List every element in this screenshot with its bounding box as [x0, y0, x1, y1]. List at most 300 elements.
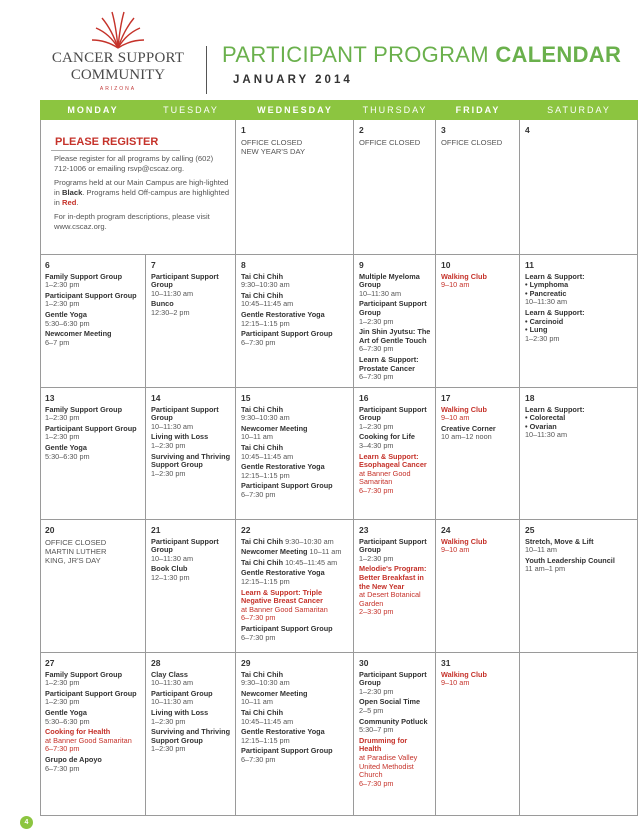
event-name: Melodie's Program: Better Breakfast in the New Year — [359, 564, 427, 591]
event-name: Learn & Support: Prostate Cancer — [359, 354, 419, 373]
event-time: 10–11:30 am — [525, 430, 568, 440]
event-item — [45, 292, 141, 309]
event-name: Participant Support Group — [151, 404, 219, 423]
event-time: 6–7:30 pm — [359, 372, 394, 382]
calendar-day-cell — [354, 653, 436, 816]
event-name: Stretch, Move & Lift — [525, 536, 594, 546]
event-time: 6–7:30 pm — [241, 489, 276, 499]
event-time: 6–7:30 pm — [45, 763, 80, 773]
event-time: 1–2:30 pm — [359, 421, 394, 431]
event-list-item: • Ovarian — [525, 421, 557, 431]
day-note: MARTIN LUTHER — [45, 546, 107, 556]
day-number: 7 — [151, 260, 156, 270]
day-header-saturday: SATURDAY — [547, 105, 611, 115]
calendar-day-cell — [236, 120, 354, 255]
event-time: 6–7:30 pm — [241, 337, 276, 347]
event-item — [151, 709, 231, 726]
event-item — [241, 463, 349, 480]
event-name: Tai Chi Chih — [241, 557, 284, 567]
calendar-day-cell — [436, 388, 520, 520]
event-name: Participant Support Group — [241, 623, 333, 633]
register-heading: PLEASE REGISTER — [51, 134, 180, 151]
event-name: Tai Chi Chih — [241, 536, 284, 546]
day-number: 30 — [359, 658, 369, 668]
ribbon-logo-icon — [90, 10, 146, 50]
event-item — [441, 273, 515, 290]
event-item — [359, 328, 431, 354]
event-time: 11 am–1 pm — [525, 564, 566, 574]
event-name: Gentle Restorative Yoga — [241, 727, 325, 737]
calendar-day-cell — [236, 255, 354, 388]
event-item — [241, 548, 349, 557]
event-name: Gentle Restorative Yoga — [241, 462, 325, 472]
calendar-day-cell — [354, 388, 436, 520]
day-number: 6 — [45, 260, 50, 270]
calendar-day-cell — [354, 120, 436, 255]
event-item — [241, 482, 349, 499]
event-time: 10–11:30 am — [151, 553, 194, 563]
event-time: 1–2:30 pm — [151, 744, 186, 754]
day-number: 11 — [525, 260, 534, 270]
event-time: 9–10 am — [441, 280, 470, 290]
day-number: 17 — [441, 393, 451, 403]
event-name: Participant Support Group — [151, 536, 219, 555]
calendar-day-cell — [520, 520, 638, 653]
event-name: Participant Support Group — [359, 536, 427, 555]
event-item — [151, 300, 231, 317]
register-box — [40, 120, 236, 255]
event-item — [359, 565, 431, 617]
event-name: Tai Chi Chih — [241, 707, 284, 717]
day-header-monday: MONDAY — [67, 105, 119, 115]
calendar-day-cell — [354, 255, 436, 388]
day-number: 15 — [241, 393, 251, 403]
event-time: 9–10 am — [441, 678, 470, 688]
event-name: Participant Support Group — [241, 481, 333, 491]
event-time: 10–11:30 am — [525, 297, 568, 307]
event-item — [241, 292, 349, 309]
event-time: 10–11 am — [241, 432, 273, 442]
event-item — [525, 273, 633, 307]
calendar-day-cell — [40, 520, 146, 653]
event-name: Walking Club — [441, 271, 487, 281]
event-name: Jin Shin Jyutsu: The Art of Gentle Touch — [359, 327, 431, 345]
calendar-day-cell — [520, 388, 638, 520]
event-list-item: • Carcinoid — [525, 316, 564, 326]
event-name: Walking Club — [441, 404, 487, 414]
event-item — [151, 671, 231, 688]
event-name: Learn & Support: — [525, 404, 585, 414]
event-item — [45, 273, 141, 290]
event-item — [241, 406, 349, 423]
calendar-day-cell — [40, 653, 146, 816]
event-item — [241, 671, 349, 688]
event-time: 9:30–10:30 am — [241, 678, 290, 688]
register-text: . — [76, 198, 79, 207]
event-time: 6–7:30 pm — [359, 778, 394, 788]
calendar-day-cell — [436, 120, 520, 255]
event-item — [151, 728, 231, 754]
day-number: 8 — [241, 260, 246, 270]
event-name: Participant Support Group — [45, 423, 137, 433]
event-item — [45, 671, 141, 688]
event-name: Family Support Group — [45, 669, 123, 679]
event-item — [45, 311, 141, 328]
event-name: Drumming for Health — [359, 735, 408, 754]
event-time: 10–11:30 am — [151, 697, 194, 707]
day-number: 21 — [151, 525, 161, 535]
event-name: Tai Chi Chih — [241, 290, 284, 300]
day-note: OFFICE CLOSED — [359, 137, 421, 147]
event-name: Gentle Yoga — [45, 442, 87, 452]
day-note: OFFICE CLOSED — [45, 537, 107, 547]
event-time: 9:30–10:30 am — [241, 413, 290, 423]
day-number: 28 — [151, 658, 161, 668]
event-name: Clay Class — [151, 669, 188, 679]
event-location: at Banner Good Samaritan — [241, 604, 328, 614]
day-header-friday: FRIDAY — [455, 105, 501, 115]
event-time: 6–7 pm — [45, 337, 70, 347]
calendar-day-cell — [520, 255, 638, 388]
event-time: 1–2:30 pm — [151, 468, 186, 478]
event-item — [441, 671, 515, 688]
calendar-day-cell — [146, 255, 236, 388]
event-item — [359, 273, 431, 299]
event-item — [359, 538, 431, 564]
event-name: Participant Support Group — [241, 329, 333, 339]
day-number: 14 — [151, 393, 161, 403]
event-item — [45, 406, 141, 423]
event-time: 1–2:30 pm — [45, 413, 80, 423]
event-time: 5:30–6:30 pm — [45, 318, 90, 328]
event-name: Family Support Group — [45, 404, 123, 414]
day-number: 2 — [359, 125, 364, 135]
event-name: Participant Support Group — [45, 290, 137, 300]
event-item — [525, 406, 633, 440]
event-time: 10–11 am — [525, 545, 557, 555]
event-item — [45, 756, 141, 773]
month-label: JANUARY 2014 — [233, 74, 353, 86]
event-name: Bunco — [151, 299, 174, 309]
event-name: Living with Loss — [151, 432, 209, 442]
event-item — [151, 565, 231, 582]
calendar-day-cell — [40, 388, 146, 520]
event-time: 6–7:30 pm — [359, 344, 394, 354]
event-time: 10–11 am — [241, 697, 273, 707]
event-item — [45, 709, 141, 726]
event-item — [359, 453, 431, 496]
event-item — [241, 538, 349, 547]
event-time: 12:30–2 pm — [151, 307, 190, 317]
event-time: 10:45–11:45 am — [285, 557, 338, 567]
event-list-item: • Colorectal — [525, 413, 566, 423]
event-time: 10–11:30 am — [151, 288, 194, 298]
event-time: 6–7:30 pm — [241, 613, 276, 623]
day-number: 18 — [525, 393, 535, 403]
event-time: 6–7:30 pm — [241, 632, 276, 642]
event-time: 6–7:30 pm — [359, 485, 394, 495]
event-item — [151, 433, 231, 450]
event-item — [241, 589, 349, 623]
event-name: Newcomer Meeting — [241, 423, 308, 433]
event-name: Walking Club — [441, 536, 487, 546]
event-name: Community Potluck — [359, 716, 428, 726]
event-item — [45, 330, 141, 347]
register-para-1: Please register for all programs by calling (602) 712-1006 or emailing rsvp@cscaz.org. — [54, 154, 214, 173]
event-name: Gentle Yoga — [45, 309, 87, 319]
event-name: Youth Leadership Council — [525, 555, 615, 565]
day-number: 22 — [241, 525, 251, 535]
day-number: 20 — [45, 525, 55, 535]
page-number: 4 — [20, 816, 33, 829]
event-name: Gentle Restorative Yoga — [241, 568, 325, 578]
calendar-day-cell — [40, 255, 146, 388]
event-item — [151, 273, 231, 299]
event-list-item: • Pancreatic — [525, 288, 567, 298]
event-time: 1–2:30 pm — [45, 280, 80, 290]
event-location: at Paradise Valley United Methodist Church — [359, 752, 418, 780]
event-time: 9–10 am — [441, 413, 470, 423]
event-time: 10–11 am — [309, 547, 342, 557]
event-item — [359, 698, 431, 715]
day-number: 23 — [359, 525, 369, 535]
calendar-day-cell — [354, 520, 436, 653]
event-location: at Banner Good Samaritan — [359, 468, 411, 487]
event-name: Gentle Restorative Yoga — [241, 309, 325, 319]
event-time: 1–2:30 pm — [45, 299, 80, 309]
register-para-3: For in-depth program descriptions, please visit www.cscaz.org. — [54, 212, 210, 231]
page-header — [0, 0, 638, 96]
event-time: 2–3:30 pm — [359, 607, 394, 617]
register-body — [54, 154, 230, 236]
event-time: 12:15–1:15 pm — [241, 735, 290, 745]
event-time: 12:15–1:15 pm — [241, 318, 290, 328]
event-name: Gentle Yoga — [45, 707, 87, 717]
event-name: Cooking for Health — [45, 727, 111, 737]
event-item — [441, 425, 515, 442]
event-item — [241, 728, 349, 745]
event-location: at Desert Botanical Garden — [359, 590, 421, 608]
event-list-item: • Lymphoma — [525, 280, 569, 290]
event-item — [525, 557, 633, 574]
event-item — [359, 356, 431, 382]
day-number: 4 — [525, 125, 530, 135]
day-number: 1 — [241, 125, 246, 135]
event-name: Grupo de Apoyo — [45, 754, 102, 764]
event-item — [359, 671, 431, 697]
event-name: Participant Support Group — [359, 404, 427, 423]
day-header-wednesday: WEDNESDAY — [257, 105, 333, 115]
event-item — [359, 737, 431, 789]
event-time: 12–1:30 pm — [151, 572, 190, 582]
day-header-tuesday: TUESDAY — [163, 105, 219, 115]
event-item — [241, 425, 349, 442]
event-name: Participant Support Group — [359, 669, 427, 688]
event-item — [441, 538, 515, 555]
event-item — [45, 690, 141, 707]
title-light: PARTICIPANT PROGRAM — [222, 42, 496, 67]
event-name: Surviving and Thriving Support Group — [151, 451, 231, 470]
register-text: Programs held at our Main Campus are high-lighted in — [54, 178, 229, 197]
calendar-day-cell — [146, 388, 236, 520]
event-time: 1–2:30 pm — [359, 553, 394, 563]
event-item — [45, 425, 141, 442]
event-name: Tai Chi Chih — [241, 404, 284, 414]
logo — [38, 10, 198, 92]
day-number: 16 — [359, 393, 369, 403]
event-name: Tai Chi Chih — [241, 271, 284, 281]
event-item — [525, 309, 633, 343]
day-header-thursday: THURSDAY — [362, 105, 428, 115]
event-time: 10–11:30 am — [359, 288, 402, 298]
event-name: Living with Loss — [151, 707, 209, 717]
event-item — [241, 709, 349, 726]
event-item — [241, 747, 349, 764]
register-red: Red — [62, 198, 77, 207]
event-name: Newcomer Meeting — [241, 547, 308, 557]
day-note: KING, JR'S DAY — [45, 556, 101, 565]
event-time: 1–2:30 pm — [359, 686, 394, 696]
event-item — [151, 406, 231, 432]
event-item — [441, 406, 515, 423]
event-time: 10–11:30 am — [151, 678, 194, 688]
event-item — [525, 538, 633, 555]
event-item — [241, 625, 349, 642]
calendar-day-cell — [436, 255, 520, 388]
event-time: 10 am–12 noon — [441, 432, 492, 442]
event-time: 12:15–1:15 pm — [241, 576, 290, 586]
day-note: NEW YEAR'S DAY — [241, 146, 306, 156]
day-number: 25 — [525, 525, 535, 535]
event-time: 1–2:30 pm — [45, 432, 80, 442]
day-note: OFFICE CLOSED — [241, 137, 303, 147]
event-item — [359, 406, 431, 432]
calendar-day-cell — [146, 653, 236, 816]
event-name: Tai Chi Chih — [241, 669, 284, 679]
event-time: 9:30–10:30 am — [285, 536, 334, 546]
event-time: 9:30–10:30 am — [241, 280, 290, 290]
event-time: 10:45–11:45 am — [241, 451, 294, 461]
event-time: 1–2:30 pm — [151, 440, 186, 450]
event-time: 1–2:30 pm — [45, 678, 80, 688]
event-name: Learn & Support: Esophageal Cancer — [359, 451, 427, 470]
day-number: 29 — [241, 658, 251, 668]
event-item — [359, 718, 431, 735]
event-time: 5:30–6:30 pm — [45, 716, 90, 726]
event-item — [241, 569, 349, 586]
event-name: Newcomer Meeting — [45, 329, 112, 339]
day-number: 24 — [441, 525, 451, 535]
register-text: . Programs held Off-campus are highlighted in — [54, 188, 230, 207]
event-name: Creative Corner — [441, 423, 496, 433]
event-location: at Banner Good Samaritan — [45, 735, 132, 745]
day-number: 31 — [441, 658, 451, 668]
event-time: 6–7:30 pm — [45, 744, 80, 754]
event-time: 5:30–7 pm — [359, 725, 394, 735]
logo-line-3: ARIZONA — [99, 86, 137, 92]
event-time: 1–2:30 pm — [151, 716, 186, 726]
event-name: Learn & Support: Triple Negative Breast Cancer — [241, 587, 323, 606]
logo-line-1: CANCER SUPPORT — [51, 50, 185, 66]
calendar-day-cell — [146, 520, 236, 653]
event-time: 3–4:30 pm — [359, 440, 394, 450]
event-item — [241, 273, 349, 290]
event-time: 10–11:30 am — [151, 421, 194, 431]
event-item — [241, 444, 349, 461]
day-number: 27 — [45, 658, 55, 668]
register-black: Black — [62, 188, 83, 197]
calendar-day-cell — [236, 520, 354, 653]
page-title — [222, 42, 621, 68]
event-name: Tai Chi Chih — [241, 442, 284, 452]
calendar-day-cell — [520, 653, 638, 816]
event-item — [241, 559, 349, 568]
event-item — [241, 330, 349, 347]
event-time: 5:30–6:30 pm — [45, 451, 90, 461]
event-item — [359, 300, 431, 326]
event-time: 10:45–11:45 am — [241, 299, 294, 309]
event-name: Learn & Support: — [525, 271, 585, 281]
calendar-day-cell — [236, 388, 354, 520]
event-name: Participant Support Group — [241, 746, 333, 756]
event-name: Multiple Myeloma Group — [359, 271, 420, 290]
event-time: 9–10 am — [441, 545, 470, 555]
event-item — [241, 311, 349, 328]
event-name: Family Support Group — [45, 271, 123, 281]
event-item — [151, 453, 231, 479]
logo-line-2: COMMUNITY — [70, 67, 166, 83]
event-name: Book Club — [151, 564, 188, 574]
register-para-2 — [54, 178, 230, 208]
event-name: Learn & Support: — [525, 307, 585, 317]
event-name: Open Social Time — [359, 697, 421, 707]
event-name: Participant Support Group — [45, 688, 137, 698]
event-time: 10:45–11:45 am — [241, 716, 294, 726]
calendar-day-cell — [436, 653, 520, 816]
event-time: 2–5 pm — [359, 705, 384, 715]
day-number: 13 — [45, 393, 55, 403]
event-name: Surviving and Thriving Support Group — [151, 727, 231, 745]
calendar-day-cell — [436, 520, 520, 653]
event-time: 1–2:30 pm — [359, 316, 394, 326]
event-name: Participant Group — [151, 688, 213, 698]
event-item — [151, 690, 231, 707]
event-item — [359, 433, 431, 450]
event-time: 1–2:30 pm — [525, 333, 560, 343]
title-bold: CALENDAR — [495, 42, 622, 67]
event-name: Walking Club — [441, 669, 487, 679]
event-time: 1–2:30 pm — [45, 697, 80, 707]
event-item — [45, 728, 141, 754]
event-name: Participant Support Group — [359, 299, 427, 317]
calendar-day-cell — [520, 120, 638, 255]
event-item — [45, 444, 141, 461]
day-number: 3 — [441, 125, 446, 135]
header-divider — [206, 46, 207, 94]
event-item — [241, 690, 349, 707]
day-header-bar — [40, 100, 638, 120]
event-name: Newcomer Meeting — [241, 688, 308, 698]
event-item — [151, 538, 231, 564]
day-number: 10 — [441, 260, 451, 270]
event-name: Cooking for Life — [359, 432, 415, 442]
event-time: 6–7:30 pm — [241, 754, 276, 764]
event-name: Participant Support Group — [151, 271, 219, 290]
day-number: 9 — [359, 260, 364, 270]
event-list-item: • Lung — [525, 325, 548, 335]
event-time: 12:15–1:15 pm — [241, 470, 290, 480]
day-note: OFFICE CLOSED — [441, 137, 503, 147]
